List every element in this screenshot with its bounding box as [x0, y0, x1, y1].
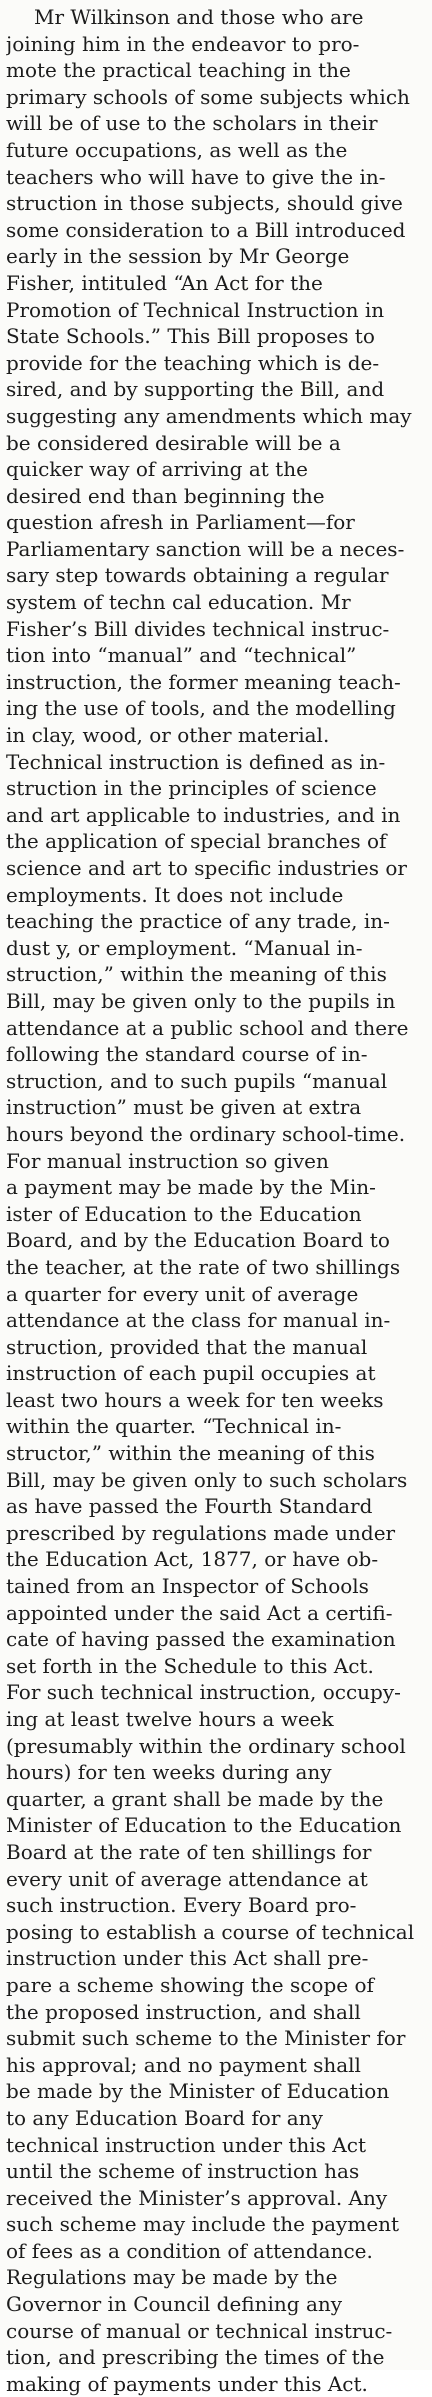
article-line: struction, and to such pupils “manual [6, 1068, 388, 1093]
article-line: Minister of Education to the Education [6, 1813, 402, 1838]
article-line: within the quarter. “Technical in- [6, 1414, 342, 1439]
article-line: ing at least twelve hours a week [6, 1707, 334, 1731]
article-line: tion into “manual” and “technical” [6, 643, 357, 668]
article-line: future occupations, as well as the [6, 137, 348, 162]
article-line: prescribed by regulations made under [6, 1520, 396, 1545]
article-line: the teacher, at the rate of two shillings [6, 1254, 401, 1279]
article-line: a payment may be made by the Min- [6, 1175, 376, 1200]
article-line: struction,” within the meaning of this [6, 962, 387, 987]
article-line: quarter, a grant shall be made by the [6, 1786, 384, 1811]
article-line: employments. It does not include [6, 882, 344, 907]
article-line: every unit of average attendance at [6, 1866, 368, 1891]
article-line: instruction of each pupil occupies at [6, 1361, 376, 1386]
article-line: tained from an Inspector of Schools [6, 1574, 369, 1599]
article-line: and art applicable to industries, and in [6, 802, 401, 827]
article-line: received the Minister’s approval. Any [6, 2185, 388, 2210]
article-line: ister of Education to the Education [6, 1201, 362, 1226]
article-line: Governor in Council defining any [6, 2292, 343, 2317]
article-line: posing to establish a course of technical [6, 1919, 415, 1944]
article-line: the application of special branches of [6, 829, 387, 854]
article-line: joining him in the endeavor to pro- [6, 31, 360, 56]
article-line: struction in the principles of science [6, 776, 377, 801]
article-line: Mr Wilkinson and those who are [34, 5, 364, 29]
article-line: be made by the Minister of Education [6, 2079, 390, 2104]
article-line: as have passed the Fourth Standard [6, 1494, 373, 1519]
article-line: Board at the rate of ten shillings for [6, 1839, 372, 1864]
article-line: sired, and by supporting the Bill, and [6, 377, 385, 402]
article-line: ing the use of tools, and the modelling [6, 696, 396, 721]
article-line: making of payments under this Act. [6, 2371, 368, 2396]
article-line: pare a scheme showing the scope of [6, 1972, 374, 1997]
article-line: desired end than beginning the [6, 483, 325, 508]
article-line: instruction, the former meaning teach- [6, 669, 401, 694]
article-line: early in the session by Mr George [6, 244, 350, 269]
article-line: Fisher’s Bill divides technical instruc- [6, 616, 390, 641]
article-line: struction, provided that the manual [6, 1334, 368, 1359]
article-line: struction in those subjects, should give [6, 191, 403, 216]
article-line: tion, and prescribing the times of the [6, 2345, 385, 2370]
article-line: primary schools of some subjects which [6, 84, 410, 109]
article-line: question afresh in Parliament—for [6, 510, 355, 535]
article-line: submit such scheme to the Minister for [6, 2026, 406, 2051]
article-line: suggesting any amendments which may [6, 403, 412, 428]
article-line: be considered desirable will be a [6, 430, 341, 455]
article-line: Bill, may be given only to such scholars [6, 1467, 408, 1492]
article-line: until the scheme of instruction has [6, 2159, 360, 2184]
article-line: hours) for ten weeks during any [6, 1760, 332, 1785]
article-line: hours beyond the ordinary school-time. [6, 1121, 406, 1146]
article-line: following the standard course of in- [6, 1042, 368, 1067]
article-line: teachers who will have to give the in- [6, 164, 386, 189]
article-line: teaching the practice of any trade, in- [6, 909, 390, 934]
article-line: provide for the teaching which is de- [6, 350, 380, 375]
article-line: (presumably within the ordinary school [6, 1733, 406, 1758]
article-line: dust y, or employment. “Manual in- [6, 935, 363, 960]
article-line: of fees as a condition of attendance. [6, 2238, 373, 2263]
article-line: a quarter for every unit of average [6, 1281, 359, 1306]
article-line: the Education Act, 1877, or have ob- [6, 1547, 379, 1572]
article-line: instruction” must be given at extra [6, 1095, 362, 1120]
article-line: such instruction. Every Board pro- [6, 1893, 357, 1918]
article-line: sary step towards obtaining a regular [6, 563, 389, 588]
article-line: Fisher, intituled “An Act for the [6, 270, 323, 295]
article-line: technical instruction under this Act [6, 2132, 366, 2157]
article-line: set forth in the Schedule to this Act. [6, 1653, 374, 1678]
article-line: quicker way of arriving at the [6, 457, 308, 482]
article-line: For manual instruction so given [6, 1148, 329, 1173]
article-line: course of manual or technical instruc- [6, 2318, 393, 2343]
article-line: least two hours a week for ten weeks [6, 1387, 384, 1412]
article-line: Technical instruction is defined as in- [6, 749, 386, 774]
article-line: his approval; and no payment shall [6, 2052, 361, 2077]
article-line: some consideration to a Bill introduced [6, 217, 406, 242]
article-line: For such technical instruction, occupy- [6, 1680, 401, 1705]
article-line: Board, and by the Education Board to [6, 1228, 390, 1253]
article-line: the proposed instruction, and shall [6, 1999, 361, 2024]
article-line: attendance at the class for manual in- [6, 1308, 391, 1333]
article-line: structor,” within the meaning of this [6, 1441, 375, 1466]
article-line: appointed under the said Act a certifi- [6, 1600, 393, 1625]
article-line: State Schools.” This Bill proposes to [6, 324, 375, 349]
article-line: Promotion of Technical Instruction in [6, 297, 385, 322]
article-line: such scheme may include the payment [6, 2212, 400, 2237]
article-line: Bill, may be given only to the pupils in [6, 988, 396, 1013]
article-line: Regulations may be made by the [6, 2265, 338, 2290]
article-line: Parliamentary sanction will be a neces- [6, 536, 405, 561]
article-line: cate of having passed the examination [6, 1627, 396, 1652]
article-line: will be of use to the scholars in their [6, 111, 378, 136]
article-line: attendance at a public school and there [6, 1015, 409, 1040]
article-line: in clay, wood, or other material. [6, 723, 330, 748]
article-line: science and art to specific industries or [6, 856, 407, 880]
article-line: instruction under this Act shall pre- [6, 1946, 369, 1971]
article-line: to any Education Board for any [6, 2105, 323, 2130]
article-line: mote the practical teaching in the [6, 58, 351, 83]
article-line: system of techn cal education. Mr [6, 590, 351, 615]
